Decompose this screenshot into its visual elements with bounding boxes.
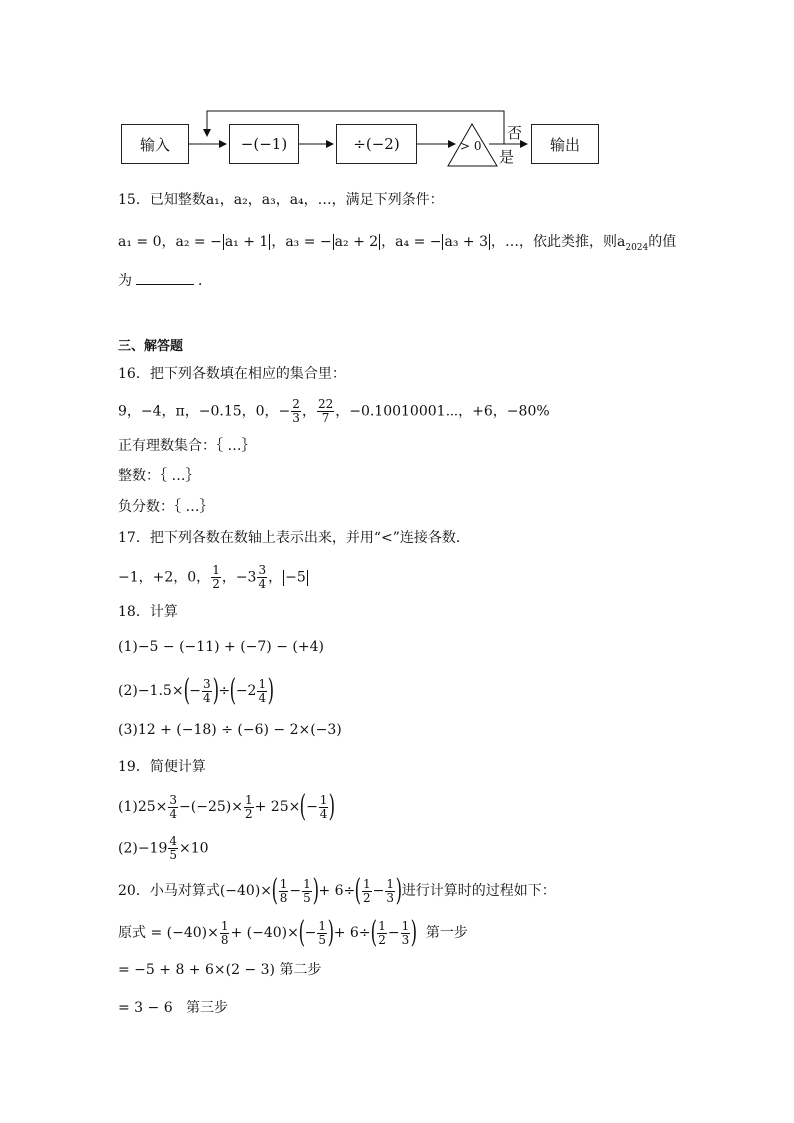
fraction: $\frac{1}{5}$: [303, 876, 311, 905]
q20-step1: 原式 = (−40)× $\frac{1}{8}$ + (−40)×(− $\frac{1}{5}$ )+ 6÷( $\frac{1}{2}$ − $\frac{1}{3}$ ) 第一步: [118, 915, 468, 950]
abs-bar: [489, 234, 490, 250]
flowchart-connectors: [0, 0, 794, 200]
q16-numbers: 9，−4，π，−0.15̇，0，− $\frac{2}{3}$ ， $\frac{22}{7}$ ，−0.10010001⋯，+6，−80%: [118, 397, 550, 425]
fraction: $\frac{3}{4}$: [203, 676, 211, 705]
abs-bar: [307, 570, 308, 586]
fraction: $\frac{4}{5}$: [169, 834, 178, 862]
q20-text: 原式 = (−40)×: [118, 925, 219, 941]
q19-text: ×10: [179, 840, 209, 857]
fraction: $\frac{1}{8}$: [220, 918, 229, 947]
yes-label: 是: [499, 148, 515, 166]
q20-step3: [118, 998, 228, 1018]
q15-text: 为: [118, 273, 132, 289]
q19-text: + 25×: [254, 799, 301, 815]
fraction: $\frac{1}{3}$: [401, 918, 410, 947]
q19-title: 19．简便计算: [118, 759, 206, 775]
fraction: $\frac{1}{5}$: [318, 918, 326, 947]
q20-prompt: 20．小马对算式(−40)×( $\frac{1}{8}$ − $\frac{1}{5}$ )+ 6÷( $\frac{1}{2}$ − $\frac{1}{3}$ )进行计算时的过程如下：: [118, 873, 556, 908]
q15-text: ，a₃ = −: [271, 234, 332, 250]
input-box: [121, 124, 189, 164]
q16-set-negative-fractions: 负分数：｛ …｝: [118, 499, 214, 515]
abs-bar: [283, 570, 284, 586]
q16-set-positive-rational: 正有理数集合：｛ …｝: [118, 438, 256, 454]
fraction: $\frac{1}{3}$: [386, 876, 395, 905]
q19-part2: [118, 835, 209, 862]
fraction: $\frac{3}{4}$: [258, 563, 267, 591]
fraction: $\frac{1}{2}$: [378, 918, 386, 947]
q18-part1: (1)−5 − (−11) + (−7) − (+4): [118, 639, 324, 655]
q15-subscript: 2024: [625, 242, 649, 253]
q15-abs2: a₂ + 2: [334, 234, 379, 250]
q18-title: 18．计算: [118, 604, 178, 620]
fraction: $\frac{1}{4}$: [319, 792, 328, 821]
q19-part1: (1)25× $\frac{3}{4}$ −(−25)× $\frac{1}{2}$ + 25×(− $\frac{1}{4}$ ): [118, 789, 336, 824]
op1-label: −(−1): [240, 135, 288, 153]
q15-line3: 为 ．: [118, 270, 212, 291]
q20-step-label: 第一步: [425, 925, 468, 941]
q20-text: = 3 − 6: [118, 1000, 173, 1016]
abs-bar: [333, 234, 334, 250]
q20-text: + (−40)×: [230, 925, 299, 941]
fraction: $\frac{1}{2}$: [212, 563, 220, 591]
q19-text: (1)25×: [118, 799, 168, 815]
q17-numbers: −1，+2，0， $\frac{1}{2}$ ，−3 $\frac{3}{4}$ ， −5: [118, 563, 306, 591]
abs-bar: [223, 234, 224, 250]
q15-line2: [118, 232, 676, 258]
q17-abs: −5: [285, 569, 306, 586]
q15-abs1: a₁ + 1: [224, 234, 269, 250]
q20-text: + 6÷: [318, 883, 356, 899]
q20-text: 20．小马对算式(−40)×: [118, 883, 273, 899]
fraction: $\frac{3}{4}$: [169, 792, 178, 821]
answer-blank[interactable]: [136, 270, 194, 285]
q17-prompt: 17．把下列各数在数轴上表示出来，并用“<”连接各数．: [118, 530, 470, 546]
fraction: $\frac{1}{2}$: [244, 792, 253, 821]
op1-box: [229, 124, 299, 164]
fraction: $\frac{1}{4}$: [258, 676, 267, 705]
q15-line1: 15．已知整数a₁，a₂，a₃，a₄，…，满足下列条件：: [118, 192, 444, 208]
input-label: 输入: [139, 135, 170, 154]
q15-text: ，…，依此类推，则a: [490, 234, 626, 250]
q16-set-integers: 整数：｛ …｝: [118, 468, 200, 484]
fraction: $\frac{1}{8}$: [279, 876, 288, 905]
q15-text: 的值: [648, 234, 677, 250]
q16-text: ，−0.10010001⋯，+6，−80%: [335, 403, 550, 420]
output-box: [531, 124, 599, 164]
op2-box: [336, 124, 417, 164]
q18-text: (2)−1.5×: [118, 683, 184, 699]
q16-prompt: 16．把下列各数填在相应的集合里：: [118, 366, 346, 382]
q18-part3: (3)12 + (−18) ÷ (−6) − 2×(−3): [118, 722, 342, 738]
q18-part2: (2)−1.5×(− $\frac{3}{4}$ )÷(−2 $\frac{1}{4}$ ): [118, 673, 275, 708]
q15-abs3: a₃ + 3: [444, 234, 488, 250]
q20-step2: = −5 + 8 + 6×(2 − 3) 第二步: [118, 962, 322, 978]
q18-text: −2: [235, 683, 257, 699]
q19-text: (2)−19: [118, 840, 168, 857]
q17-text: −3: [235, 569, 257, 586]
q15-text: a₁ = 0，a₂ = −: [118, 234, 222, 250]
section-title: 三、解答题: [118, 339, 184, 354]
q15-text: ，a₄ = −: [381, 234, 442, 250]
fraction: $\frac{22}{7}$: [317, 397, 334, 425]
q17-text: −1，+2，0，: [118, 569, 211, 586]
no-label: 否: [507, 124, 523, 142]
q16-text: 9，−4，π，−0.15̇，0，−: [118, 403, 291, 420]
output-label: 输出: [549, 135, 580, 154]
abs-bar: [379, 234, 380, 250]
q20-text: + 6÷: [333, 925, 371, 941]
condition-label: > 0: [460, 139, 482, 153]
fraction: $\frac{2}{3}$: [292, 397, 300, 425]
q20-step-label: 第三步: [186, 1000, 228, 1016]
q20-text: 进行计算时的过程如下：: [401, 883, 556, 899]
fraction: $\frac{1}{2}$: [363, 876, 371, 905]
q19-text: −(−25)×: [179, 799, 243, 815]
op2-label: ÷(−2): [353, 135, 400, 153]
